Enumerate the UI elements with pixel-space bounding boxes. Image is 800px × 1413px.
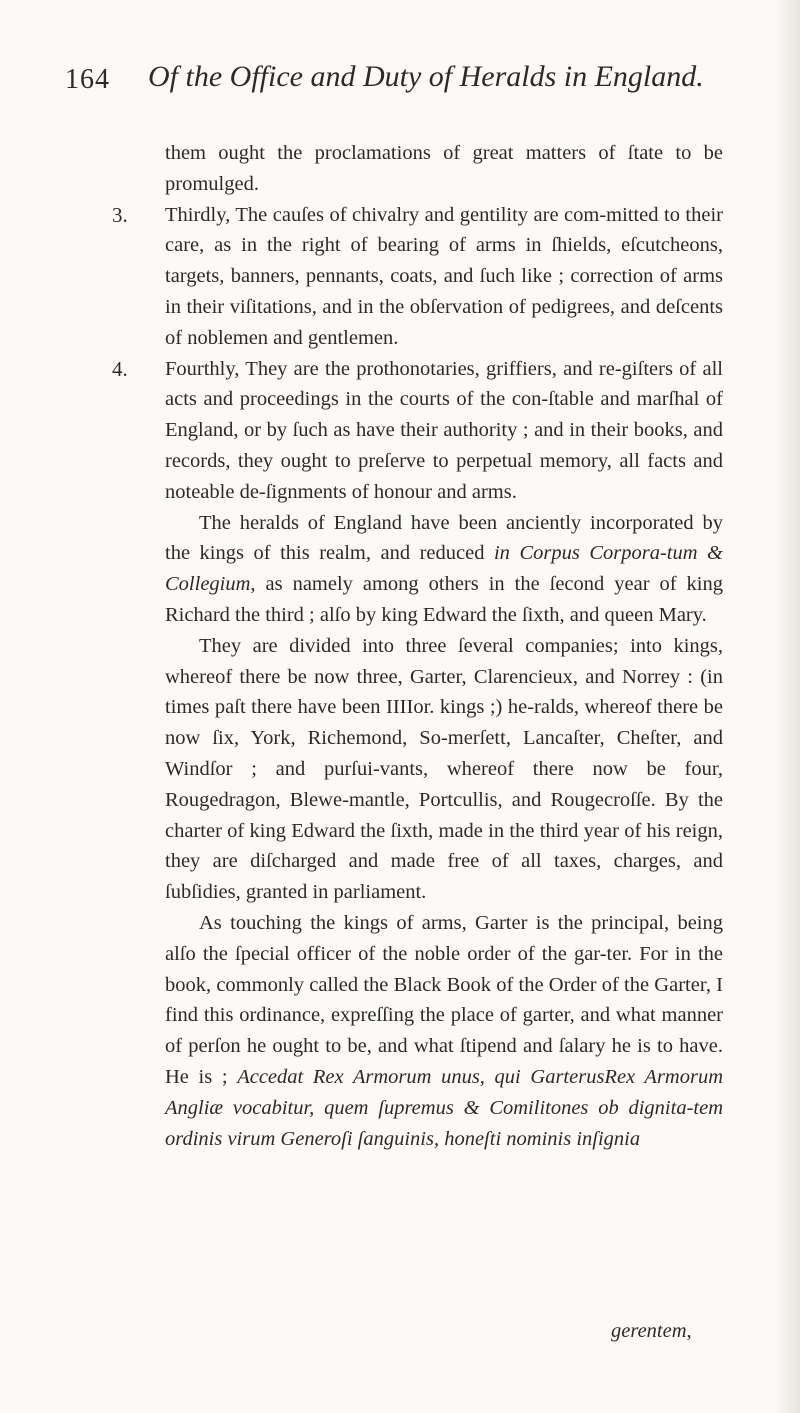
catchword: gerentem, (611, 1320, 692, 1342)
numbered-item-4 (112, 354, 723, 508)
latin-phrase: in Corpus Corpora-tum & Collegium (165, 542, 723, 596)
paragraph-incorporation (165, 508, 723, 631)
body-text (112, 138, 724, 1154)
paragraph-garter (165, 908, 723, 1154)
item-text: Fourthly, They are the prothonotaries, griffiers, and re-giſters of all acts and proceedings in the courts of the con-ſtable and marſhal of England, or by ſuch as have their authority ; and in their books, and records, they ought to preſerve to perpetual memory, all facts and noteable de-ſignments of honour and arms. (165, 357, 723, 503)
text-run: , as namely among others in the ſecond year of king Richard the third ; alſo by king Edward the ſixth, and queen Mary. (165, 573, 723, 626)
running-title: Of the Office and Duty of Heralds in England. (148, 60, 704, 93)
page-number: 164 (65, 64, 110, 95)
paragraph-continuation: them ought the proclamations of great matters of ſtate to be promulged. (165, 142, 723, 195)
numbered-item-3 (112, 200, 723, 354)
latin-quotation: Accedat Rex Armorum unus, qui GarterusRex Armorum Angliæ vocabitur, quem ſupremus & Comilitones ob dignita-tem ordinis virum Generoſi ſanguinis, honeſti nominis inſignia (165, 1065, 724, 1150)
paragraph-companies: They are divided into three ſeveral companies; into kings, whereof there be now three, Garter, Clarencieux, and Norrey : (in times paſt there have been IIIIor. kings ;) he-ralds, whereof there be now ſix, York, Richemond, So-merſett, Lancaſter, Cheſter, and Windſor ; and purſui-vants, whereof there now be four, Rougedragon, Blewe-mantle, Portcullis, and Rougecroſſe. By the charter of king Edward the ſixth, made in the third year of his reign, they are diſcharged and made free of all taxes, charges, and ſubſidies, granted in parliament. (165, 634, 723, 904)
item-number: 3. (112, 202, 128, 227)
page-edge-shadow (774, 0, 800, 1413)
text-run: As touching the kings of arms, Garter is the principal, being alſo the ſpecial officer of the noble order of the gar-ter. For in the book, commonly called the Black Book of the Order of the Garter, I find this ordinance, expreſſing the place of garter, and what manner of perſon he ought to be, and what ſtipend and ſalary he is to have. He is ; (165, 911, 723, 1088)
item-number: 4. (112, 356, 128, 381)
page-header (0, 28, 800, 95)
text-run: The heralds of England have been anciently incorporated by the kings of this realm, and reduced (165, 511, 723, 565)
item-text: Thirdly, The cauſes of chivalry and gentility are com-mitted to their care, as in the right of bearing of arms in ſhields, eſcutcheons, targets, banners, pennants, coats, and ſuch like ; correction of arms in their viſitations, and in the obſervation of pedigrees, and deſcents of noblemen and gentlemen. (165, 203, 723, 349)
